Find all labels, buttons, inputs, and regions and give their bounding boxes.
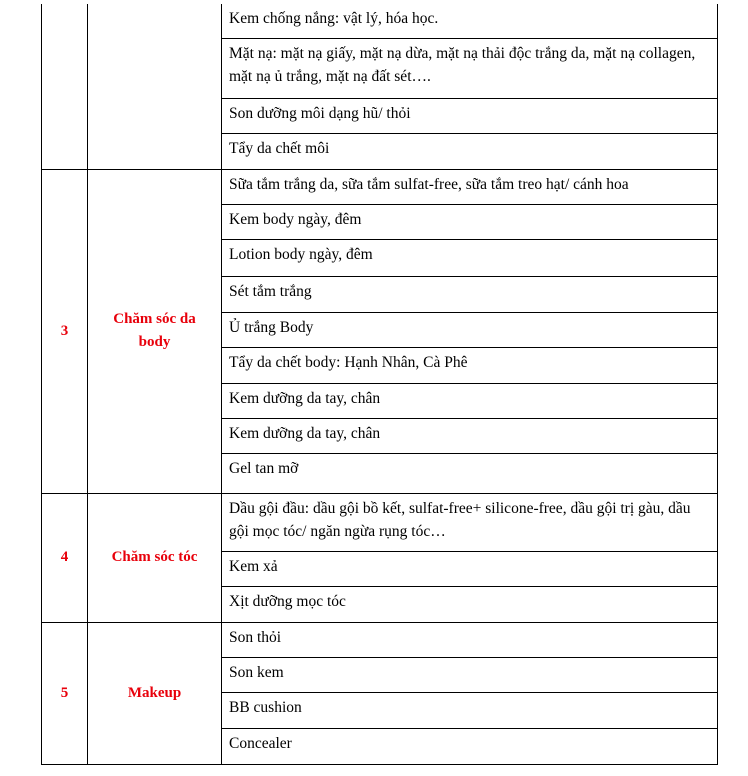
section-number: 5 xyxy=(42,622,88,764)
item-cell: Concealer xyxy=(222,728,718,764)
item-cell: Lotion body ngày, đêm xyxy=(222,239,718,276)
section-number: 4 xyxy=(42,493,88,622)
section-number: 3 xyxy=(42,169,88,493)
table-row xyxy=(42,622,718,657)
item-cell: Son dưỡng môi dạng hũ/ thỏi xyxy=(222,98,718,133)
item-cell: Dầu gội đầu: dầu gội bồ kết, sulfat-free+ silicone-free, dầu gội trị gàu, dầu gội mọc tóc/ ngăn ngừa rụng tóc… xyxy=(222,493,718,551)
item-cell: Sữa tắm trắng da, sữa tắm sulfat-free, sữa tắm treo hạt/ cánh hoa xyxy=(222,169,718,204)
item-cell: Sét tắm trắng xyxy=(222,276,718,312)
item-cell: Xịt dưỡng mọc tóc xyxy=(222,586,718,622)
item-cell: Son thỏi xyxy=(222,622,718,657)
item-cell: Son kem xyxy=(222,657,718,692)
item-cell: Gel tan mỡ xyxy=(222,453,718,493)
item-cell: Tẩy da chết body: Hạnh Nhân, Cà Phê xyxy=(222,347,718,383)
item-cell: Kem dưỡng da tay, chân xyxy=(222,418,718,453)
item-cell: Ủ trắng Body xyxy=(222,312,718,347)
category-cell xyxy=(88,4,222,169)
item-cell: Kem xả xyxy=(222,551,718,586)
table-row xyxy=(42,4,718,38)
item-cell: Kem dưỡng da tay, chân xyxy=(222,383,718,418)
item-cell: Kem chống nắng: vật lý, hóa học. xyxy=(222,4,718,38)
section-category: Chăm sóc da body xyxy=(88,169,222,493)
table-row xyxy=(42,493,718,551)
section-category: Chăm sóc tóc xyxy=(88,493,222,622)
item-cell: Tẩy da chết môi xyxy=(222,133,718,169)
product-table xyxy=(41,4,718,765)
table-row xyxy=(42,169,718,204)
item-cell: Kem body ngày, đêm xyxy=(222,204,718,239)
item-cell: Mặt nạ: mặt nạ giấy, mặt nạ dừa, mặt nạ thải độc trắng da, mặt nạ collagen, mặt nạ ủ trắng, mặt nạ đất sét…. xyxy=(222,38,718,98)
item-cell: BB cushion xyxy=(222,692,718,728)
number-cell xyxy=(42,4,88,169)
section-category: Makeup xyxy=(88,622,222,764)
